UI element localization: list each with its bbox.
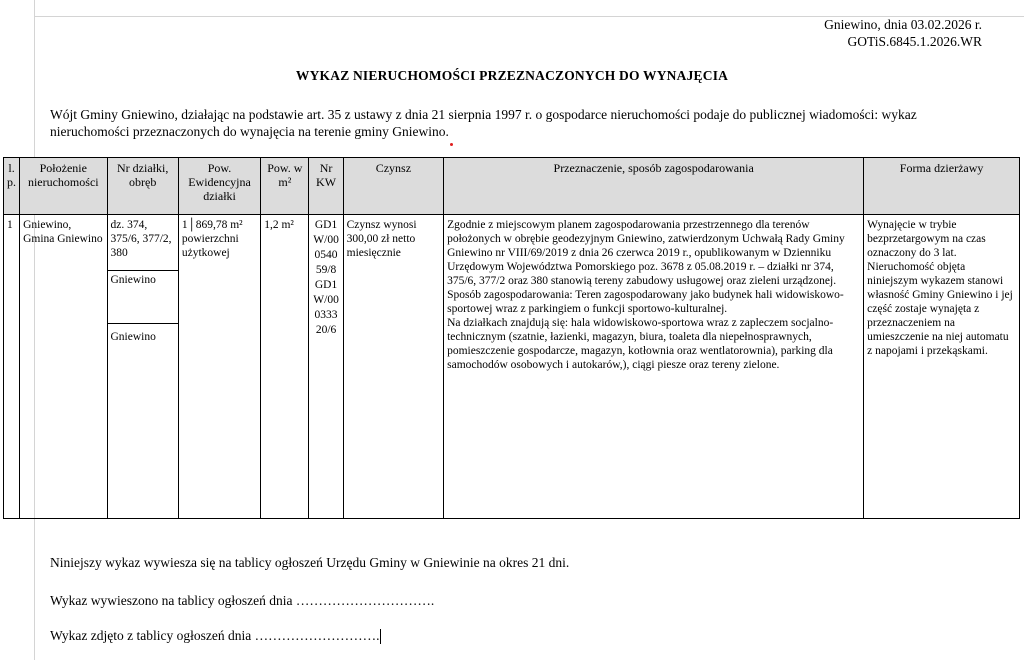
header-przeznaczenie: Przeznaczenie, sposób zagospodarowania [444, 158, 864, 215]
reference-number: GOTiS.6845.1.2026.WR [847, 34, 982, 49]
document-title: WYKAZ NIERUCHOMOŚCI PRZEZNACZONYCH DO WYNAJĘCIA [295, 68, 729, 83]
cell-czynsz: Czynsz wynosi 300,00 zł netto miesięcznie [343, 215, 443, 519]
przeznaczenie-paragraph-2: Sposób zagospodarowania: Teren zagospodarowany jako budynek hali widowiskowo-sportowej wraz z parkingiem o funkcji sportowo-kulturalnej. [447, 289, 844, 315]
obreb-1: Gniewino [108, 271, 178, 324]
intro-paragraph: Wójt Gminy Gniewino, działając na podstawie art. 35 z ustawy z dnia 21 sierpnia 1997 r. o gospodarce nieruchomości podaje do publicznej wiadomości: wykaz nieruchomości przeznaczonych do wynajęcia na terenie gminy Gniewino. [50, 107, 917, 139]
cell-pow: 1,2 m² [261, 215, 309, 519]
dzialki-numbers: dz. 374, 375/6, 377/2, 380 [108, 218, 178, 271]
table-row [4, 215, 1020, 519]
przeznaczenie-paragraph-1: Zgodnie z miejscowym planem zagospodarowania przestrzennego dla terenów położonych w obrębie geodezyjnym Gniewino, zatwierdzonym Uchwałą Rady Gminy Gniewino nr VIII/69/2019 z dnia 26 czerwca 2019 r., opublikowanym w Dzienniku Urzędowym Województwa Pomorskiego poz. 3678 z 05.08.2019 r. – działki nr 374, 375/6, 377/2 oraz 380 stanowią tereny zabudowy usługowej oraz zieleni urządzonej. [447, 219, 845, 287]
cell-forma: Wynajęcie w trybie bezprzetargowym na czas oznaczony do 3 lat. Nieruchomość objęta niniejszym wykazem stanowi własność Gminy Gniewino i jej część zostaje wynajęta z przeznaczeniem na umieszczenie na niej automatu z napojami i przekąskami. [864, 215, 1020, 519]
footer-line-removed-text: Wykaz zdjęto z tablicy ogłoszeń dnia ………………………. [50, 628, 380, 643]
header-forma: Forma dzierżawy [864, 158, 1020, 215]
footer-line-posting-period: Niniejszy wykaz wywiesza się na tablicy ogłoszeń Urzędu Gminy w Gniewinie na okres 21 dni. [50, 555, 570, 570]
document-header [824, 16, 982, 50]
text-cursor [380, 629, 381, 644]
spellcheck-marker [450, 143, 453, 146]
cell-pow-ewidencyjna: 1│869,78 m² powierzchni użytkowej [178, 215, 260, 519]
header-czynsz: Czynsz [343, 158, 443, 215]
obreb-2: Gniewino [110, 331, 156, 343]
header-nr-dzialki: Nr działki, obręb [107, 158, 178, 215]
header-nr-kw: Nr KW [309, 158, 343, 215]
header-lp: l. p. [4, 158, 20, 215]
header-pow: Pow. w m² [261, 158, 309, 215]
place-date: Gniewino, dnia 03.02.2026 r. [824, 17, 982, 32]
header-polozenie: Położenie nieruchomości [20, 158, 107, 215]
cell-nr-dzialki [107, 215, 178, 519]
cell-przeznaczenie [444, 215, 864, 519]
przeznaczenie-paragraph-3: Na działkach znajdują się: hala widowiskowo-sportowa wraz z zapleczem socjalno-technicznym (szatnie, łazienki, magazyn, biura, toaleta dla niepełnosprawnych, pomieszczenie gospodarcze, magazyn, kotłownia oraz wentlatorownia), parking dla samochodów osobowych i autokarów,), ciągi piesze oraz tereny zielone. [447, 317, 834, 371]
footer-line-removed-date[interactable] [50, 628, 381, 644]
cell-lp: 1 [4, 215, 20, 519]
property-table [3, 157, 1020, 519]
cell-polozenie: Gniewino, Gmina Gniewino [20, 215, 107, 519]
footer-line-posted-date: Wykaz wywieszono na tablicy ogłoszeń dnia …………………………. [50, 593, 435, 608]
table-header-row [4, 158, 1020, 215]
header-pow-ewidencyjna: Pow. Ewidencyjna działki [178, 158, 260, 215]
cell-nr-kw: GD1W/00054059/8 GD1W/00033320/6 [309, 215, 343, 519]
